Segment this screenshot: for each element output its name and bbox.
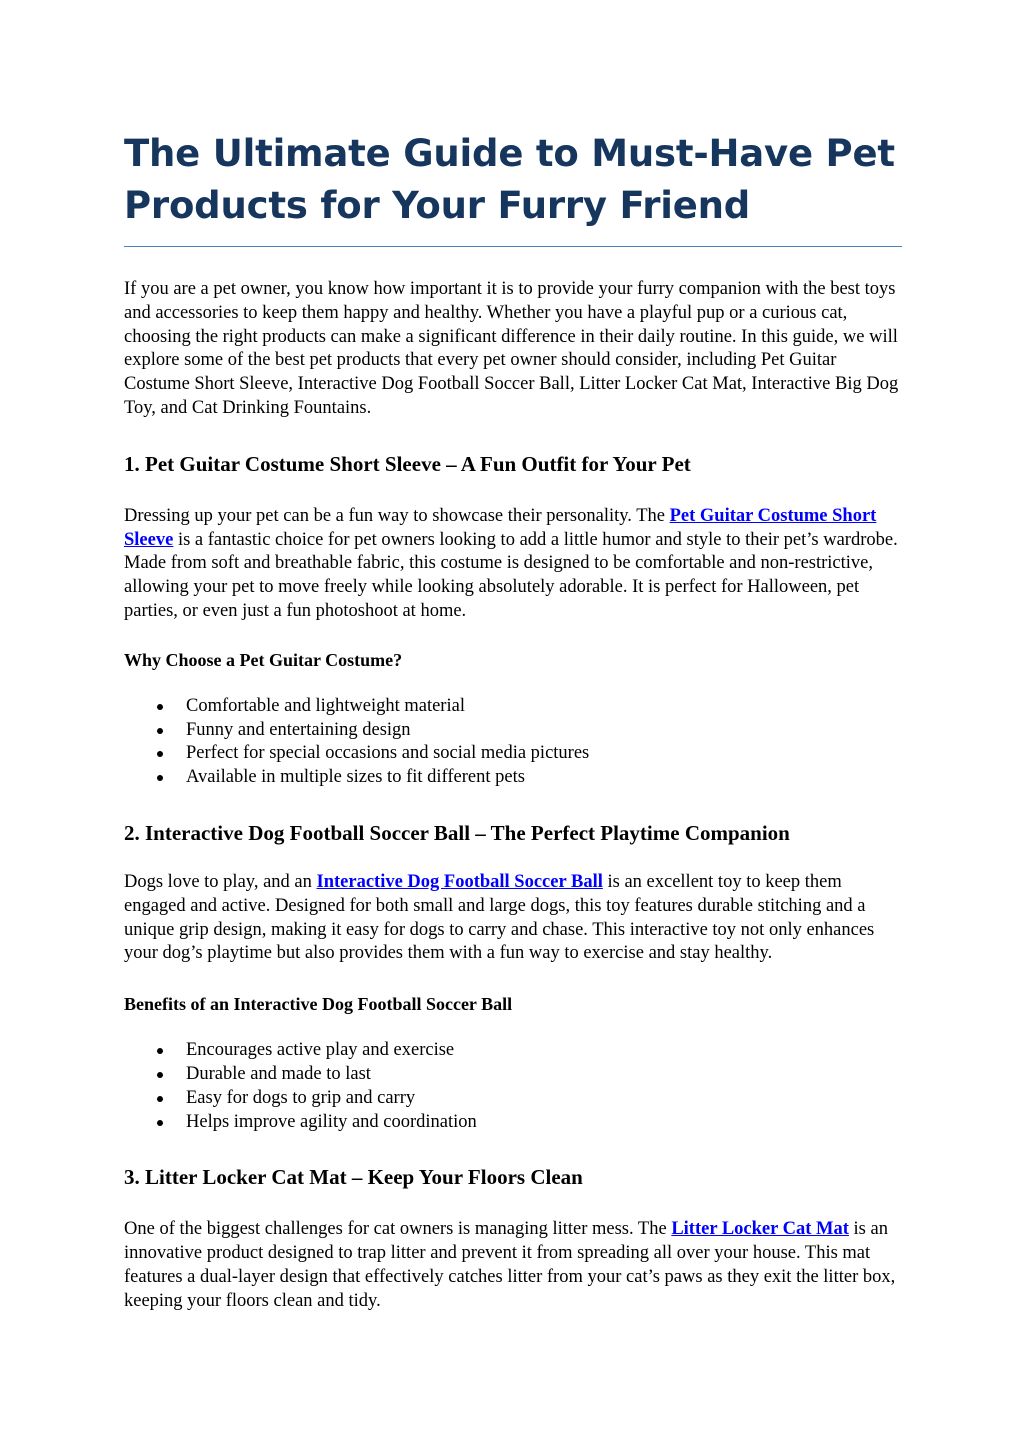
section1-text-after: is a fantastic choice for pet owners looking to add a little humor and style to their pet’s wardrobe. Made from soft and breathable fabric, this costume is designed to be comfortable and non-restrictive, allowing your pet to move freely while looking absolutely adorable. It is perfect for Halloween, pet parties, or even just a fun photoshoot at home.: [124, 529, 898, 621]
list-item: Comfortable and lightweight material: [124, 695, 902, 719]
section3-text-after: is an innovative product designed to trap litter and prevent it from spreading all over your house. This mat features a dual-layer design that effectively catches litter from your cat’s paws as they exit the litter box, keeping your floors clean and tidy.: [124, 1219, 896, 1311]
section1-subheading: Why Choose a Pet Guitar Costume?: [124, 649, 403, 670]
section1-text-before: Dressing up your pet can be a fun way to showcase their personality. The: [124, 505, 670, 526]
list-item: Available in multiple sizes to fit different pets: [124, 766, 902, 790]
list-item: Helps improve agility and coordination: [124, 1111, 902, 1135]
bullet-icon: [157, 751, 163, 757]
bullet-icon: [157, 1048, 163, 1054]
litter-locker-cat-mat-link[interactable]: Litter Locker Cat Mat: [671, 1219, 849, 1240]
section2-heading: 2. Interactive Dog Football Soccer Ball – The Perfect Playtime Companion: [124, 820, 790, 845]
bullet-icon: [157, 1072, 163, 1078]
document-page: [124, 128, 902, 1314]
section2-text-before: Dogs love to play, and an: [124, 871, 317, 892]
list-item: Durable and made to last: [124, 1063, 902, 1087]
bullet-icon: [157, 728, 163, 734]
section3-heading: 3. Litter Locker Cat Mat – Keep Your Floors Clean: [124, 1165, 583, 1190]
section3-paragraph: [124, 1218, 902, 1313]
page-title: The Ultimate Guide to Must-Have Pet Products for Your Furry Friend: [124, 128, 902, 247]
bullet-icon: [157, 1120, 163, 1126]
section1-bullet-list: [124, 695, 902, 790]
list-item: Encourages active play and exercise: [124, 1039, 902, 1063]
intro-paragraph: If you are a pet owner, you know how important it is to provide your furry companion with the best toys and accessories to keep them happy and healthy. Whether you have a playful pup or a curious cat, choosing the right products can make a significant difference in their daily routine. In this guide, we will explore some of the best pet products that every pet owner should consider, including Pet Guitar Costume Short Sleeve, Interactive Dog Football Soccer Ball, Litter Locker Cat Mat, Interactive Big Dog Toy, and Cat Drinking Fountains.: [124, 279, 899, 418]
section3-text-before: One of the biggest challenges for cat owners is managing litter mess. The: [124, 1219, 672, 1240]
pet-guitar-costume-link[interactable]: Pet Guitar Costume Short Sleeve: [124, 505, 877, 550]
bullet-icon: [157, 704, 163, 710]
bullet-icon: [157, 775, 163, 781]
bullet-icon: [157, 1096, 163, 1102]
section2-bullet-list: [124, 1039, 902, 1134]
section1-paragraph: [124, 505, 902, 624]
list-item: Easy for dogs to grip and carry: [124, 1087, 902, 1111]
interactive-dog-football-link[interactable]: Interactive Dog Football Soccer Ball: [316, 871, 603, 892]
section1-heading: 1. Pet Guitar Costume Short Sleeve – A Fun Outfit for Your Pet: [124, 451, 691, 476]
list-item: Funny and entertaining design: [124, 719, 902, 743]
section2-subheading: Benefits of an Interactive Dog Football Soccer Ball: [124, 994, 513, 1015]
list-item: Perfect for special occasions and social media pictures: [124, 742, 902, 766]
section2-paragraph: [124, 871, 902, 966]
section2-text-after: is an excellent toy to keep them engaged and active. Designed for both small and large dogs, this toy features durable stitching and a unique grip design, making it easy for dogs to carry and chase. This interactive toy not only enhances your dog’s playtime but also provides them with a fun way to exercise and stay healthy.: [124, 871, 875, 964]
